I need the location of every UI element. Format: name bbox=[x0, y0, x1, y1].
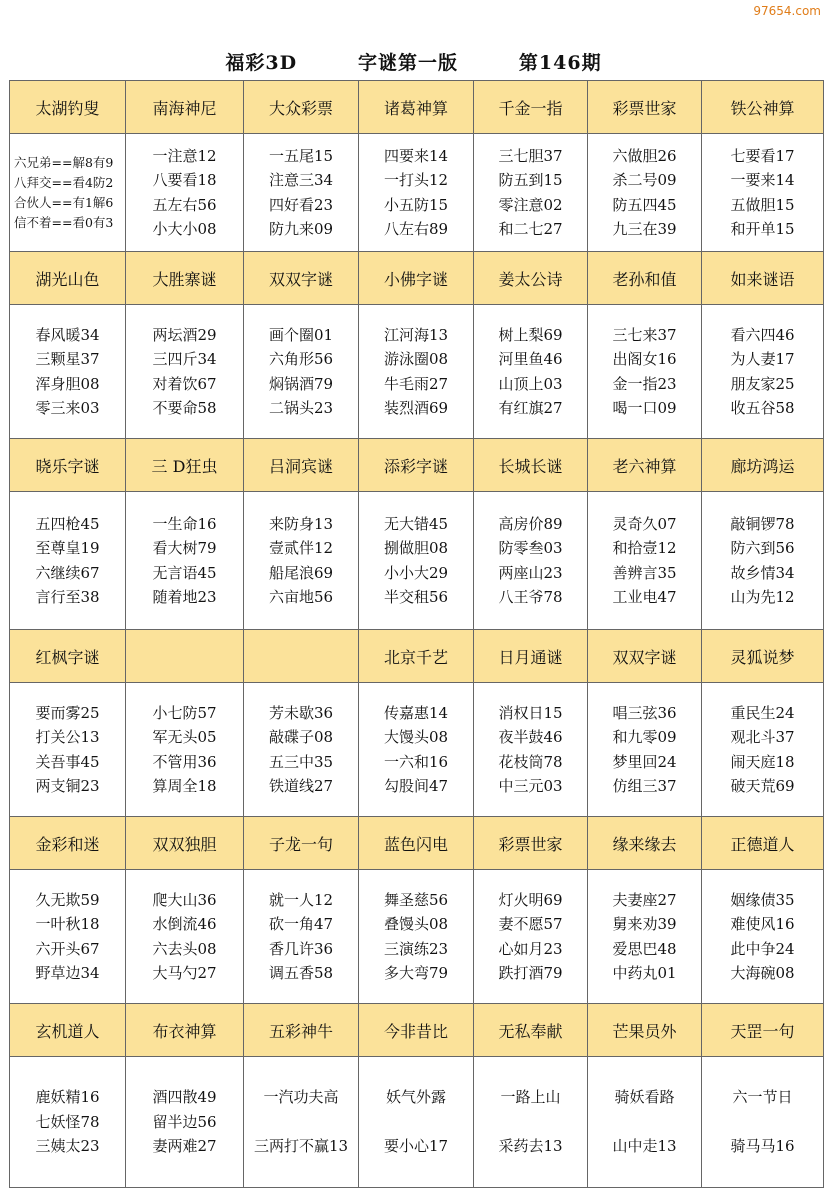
riddle-line: 画个圈01 bbox=[268, 325, 334, 344]
riddle-line: 小小大29 bbox=[383, 563, 449, 582]
column-header: 天罡一句 bbox=[702, 1004, 824, 1057]
riddle-cell bbox=[10, 870, 126, 1004]
column-header: 大胜寨谜 bbox=[126, 252, 244, 305]
content-row bbox=[10, 492, 824, 630]
riddle-line: 妻两难27 bbox=[152, 1137, 217, 1156]
riddle-line: 一注意12 bbox=[152, 146, 217, 165]
riddle-line bbox=[359, 1110, 473, 1135]
riddle-line: 一生命16 bbox=[152, 514, 217, 533]
riddle-line: 酒四散49 bbox=[152, 1088, 217, 1107]
riddle-line: 爬大山36 bbox=[152, 890, 217, 909]
riddle-line: 朋友家25 bbox=[730, 374, 795, 393]
riddle-line: 要而雾25 bbox=[35, 703, 100, 722]
riddle-line: 金一指23 bbox=[612, 374, 677, 393]
column-header: 如来谜语 bbox=[702, 252, 824, 305]
riddle-cell bbox=[702, 492, 824, 630]
riddle-line: 大马勺27 bbox=[152, 964, 217, 982]
riddle-line: 姻缘债35 bbox=[730, 890, 795, 909]
riddle-line: 闹天庭18 bbox=[730, 752, 795, 771]
riddle-line: 消权日15 bbox=[498, 703, 563, 722]
column-header: 蓝色闪电 bbox=[359, 817, 474, 870]
header-row bbox=[10, 1004, 824, 1057]
riddle-line: 水倒流46 bbox=[152, 915, 217, 933]
riddle-line: 游泳圈08 bbox=[383, 350, 449, 368]
riddle-line: 中三元03 bbox=[498, 777, 563, 795]
riddle-line: 传嘉惠14 bbox=[383, 703, 449, 722]
riddle-line: 妻不愿57 bbox=[498, 915, 563, 933]
riddle-table bbox=[9, 80, 824, 1188]
column-header: 双双独胆 bbox=[126, 817, 244, 870]
riddle-line: 叠馒头08 bbox=[383, 915, 449, 933]
riddle-line: 一要来14 bbox=[730, 171, 795, 189]
riddle-line: 杀二号09 bbox=[612, 171, 677, 189]
riddle-cell bbox=[126, 134, 244, 252]
riddle-cell bbox=[10, 492, 126, 630]
riddle-line: 五四枪45 bbox=[35, 514, 100, 533]
riddle-line: 心如月23 bbox=[498, 939, 563, 958]
riddle-line: 船尾浪69 bbox=[268, 563, 334, 582]
riddle-cell bbox=[702, 683, 824, 817]
riddle-line: 留半边56 bbox=[152, 1112, 217, 1131]
riddle-line: 捌做胆08 bbox=[383, 539, 449, 557]
header-row bbox=[10, 439, 824, 492]
column-header: 晓乐字谜 bbox=[10, 439, 126, 492]
riddle-line: 防六到56 bbox=[730, 539, 795, 557]
riddle-line: 花枝筒78 bbox=[498, 752, 563, 771]
column-header: 彩票世家 bbox=[588, 81, 702, 134]
riddle-line: 不管用36 bbox=[152, 752, 217, 771]
site-watermark: 97654.com bbox=[753, 4, 821, 18]
riddle-cell bbox=[359, 870, 474, 1004]
content-row bbox=[10, 1057, 824, 1188]
riddle-line: 焖锅酒79 bbox=[268, 374, 334, 393]
riddle-line: 五左右56 bbox=[152, 195, 217, 214]
riddle-line: 观北斗37 bbox=[730, 728, 795, 746]
riddle-line: 不要命58 bbox=[152, 399, 217, 417]
riddle-line: 爱思巴48 bbox=[612, 939, 677, 958]
column-header: 大众彩票 bbox=[244, 81, 359, 134]
riddle-cell bbox=[126, 305, 244, 439]
riddle-line: 河里鱼46 bbox=[498, 350, 563, 368]
riddle-cell bbox=[10, 134, 126, 252]
riddle-line: 仿组三37 bbox=[612, 777, 677, 795]
column-header bbox=[126, 630, 244, 683]
riddle-cell bbox=[474, 134, 588, 252]
riddle-line: 看六四46 bbox=[730, 325, 795, 344]
riddle-line: 九三在39 bbox=[612, 220, 677, 238]
riddle-cell bbox=[10, 305, 126, 439]
riddle-line: 半交租56 bbox=[383, 588, 449, 606]
riddle-line: 零三来03 bbox=[35, 399, 100, 417]
column-header: 正德道人 bbox=[702, 817, 824, 870]
riddle-line: 关吾事45 bbox=[35, 752, 100, 771]
riddle-line: 采药去13 bbox=[498, 1137, 563, 1156]
riddle-line: 七要看17 bbox=[730, 146, 795, 165]
riddle-line: 牛毛雨27 bbox=[383, 374, 449, 393]
column-header: 三 D狂虫 bbox=[126, 439, 244, 492]
riddle-line: 小大小08 bbox=[152, 220, 217, 238]
riddle-cell bbox=[244, 492, 359, 630]
riddle-line: 随着地23 bbox=[152, 588, 217, 606]
riddle-cell bbox=[588, 683, 702, 817]
riddle-line: 八王爷78 bbox=[498, 588, 563, 606]
riddle-line: 夫妻座27 bbox=[612, 890, 677, 909]
riddle-line: 一叶秋18 bbox=[35, 915, 100, 933]
riddle-cell bbox=[359, 683, 474, 817]
riddle-line: 六做胆26 bbox=[612, 146, 677, 165]
riddle-line bbox=[244, 1110, 358, 1135]
column-header: 双双字谜 bbox=[244, 252, 359, 305]
header-row bbox=[10, 817, 824, 870]
riddle-cell bbox=[702, 134, 824, 252]
riddle-cell bbox=[702, 870, 824, 1004]
riddle-line: 舅来劝39 bbox=[612, 915, 677, 933]
riddle-cell bbox=[588, 492, 702, 630]
riddle-line: 要小心17 bbox=[383, 1137, 449, 1156]
column-header: 芒果员外 bbox=[588, 1004, 702, 1057]
header-row bbox=[10, 252, 824, 305]
riddle-line: 合伙人==有1解6 bbox=[14, 194, 114, 210]
column-header: 姜太公诗 bbox=[474, 252, 588, 305]
riddle-cell bbox=[244, 305, 359, 439]
content-row bbox=[10, 683, 824, 817]
riddle-line: 五三中35 bbox=[268, 752, 334, 771]
riddle-line: 就一人12 bbox=[268, 890, 334, 909]
riddle-cell bbox=[359, 492, 474, 630]
riddle-line: 小五防15 bbox=[383, 195, 449, 214]
riddle-line: 看大树79 bbox=[152, 539, 217, 557]
riddle-line: 难使风16 bbox=[730, 915, 795, 933]
column-header: 日月通谜 bbox=[474, 630, 588, 683]
riddle-cell bbox=[702, 1057, 824, 1188]
column-header: 灵狐说梦 bbox=[702, 630, 824, 683]
riddle-line: 和拾壹12 bbox=[612, 539, 677, 557]
riddle-line: 大馒头08 bbox=[383, 728, 449, 746]
riddle-line: 山为先12 bbox=[730, 588, 795, 606]
riddle-line bbox=[702, 1110, 823, 1135]
riddle-line: 六兄弟==解8有9 bbox=[14, 154, 114, 170]
column-header: 无私奉献 bbox=[474, 1004, 588, 1057]
riddle-line: 六继续67 bbox=[35, 563, 100, 582]
riddle-line: 三七胆37 bbox=[498, 146, 563, 165]
riddle-line: 灵奇久07 bbox=[612, 514, 677, 533]
riddle-line: 四好看23 bbox=[268, 195, 334, 214]
riddle-line: 铁道线27 bbox=[268, 777, 334, 795]
riddle-line: 三演练23 bbox=[383, 939, 449, 958]
riddle-line: 唱三弦36 bbox=[612, 703, 677, 722]
column-header: 吕洞宾谜 bbox=[244, 439, 359, 492]
riddle-line: 六开头67 bbox=[35, 939, 100, 958]
riddle-cell bbox=[474, 870, 588, 1004]
riddle-line: 对着饮67 bbox=[152, 374, 217, 393]
riddle-line: 收五谷58 bbox=[730, 399, 795, 417]
column-header: 添彩字谜 bbox=[359, 439, 474, 492]
riddle-cell bbox=[244, 1057, 359, 1188]
riddle-line: 敲碟子08 bbox=[268, 728, 334, 746]
riddle-line: 二锅头23 bbox=[268, 399, 334, 417]
riddle-line: 树上梨69 bbox=[498, 325, 563, 344]
riddle-line: 山中走13 bbox=[612, 1137, 677, 1156]
column-header: 湖光山色 bbox=[10, 252, 126, 305]
riddle-line: 四要来14 bbox=[383, 146, 449, 165]
riddle-cell bbox=[359, 305, 474, 439]
riddle-line: 来防身13 bbox=[268, 514, 334, 533]
riddle-line: 算周全18 bbox=[152, 777, 217, 795]
content-row bbox=[10, 305, 824, 439]
riddle-cell bbox=[244, 870, 359, 1004]
column-header bbox=[244, 630, 359, 683]
riddle-cell bbox=[474, 305, 588, 439]
riddle-line: 勾股间47 bbox=[383, 777, 449, 795]
column-header: 长城长谜 bbox=[474, 439, 588, 492]
riddle-line: 军无头05 bbox=[152, 728, 217, 746]
riddle-line: 一六和16 bbox=[383, 752, 449, 771]
riddle-cell bbox=[588, 870, 702, 1004]
column-header: 子龙一句 bbox=[244, 817, 359, 870]
riddle-line: 无大错45 bbox=[383, 514, 449, 533]
riddle-line: 破天荒69 bbox=[730, 777, 795, 795]
riddle-cell bbox=[126, 1057, 244, 1188]
riddle-line: 香几许36 bbox=[268, 939, 334, 958]
riddle-line: 舞圣慈56 bbox=[383, 890, 449, 909]
riddle-cell bbox=[126, 683, 244, 817]
header-row bbox=[10, 630, 824, 683]
riddle-cell bbox=[244, 134, 359, 252]
riddle-line: 野草边34 bbox=[35, 964, 100, 982]
riddle-cell bbox=[474, 1057, 588, 1188]
riddle-line: 多大弯79 bbox=[383, 964, 449, 982]
riddle-line: 中药丸01 bbox=[612, 964, 677, 982]
riddle-line: 防零叁03 bbox=[498, 539, 563, 557]
riddle-line: 妖气外露 bbox=[385, 1088, 446, 1107]
column-header: 诸葛神算 bbox=[359, 81, 474, 134]
riddle-line: 防五四45 bbox=[612, 195, 677, 214]
column-header: 千金一指 bbox=[474, 81, 588, 134]
riddle-line: 三姨太23 bbox=[35, 1137, 100, 1156]
riddle-line: 和开单15 bbox=[730, 220, 795, 238]
riddle-line: 三两打不赢13 bbox=[253, 1137, 349, 1156]
riddle-line: 骑马马16 bbox=[730, 1137, 795, 1156]
riddle-line: 鹿妖精16 bbox=[35, 1088, 100, 1107]
riddle-line: 三颗星37 bbox=[35, 350, 100, 368]
column-header: 玄机道人 bbox=[10, 1004, 126, 1057]
riddle-line: 和九零09 bbox=[612, 728, 677, 746]
riddle-line: 芳未歇36 bbox=[268, 703, 334, 722]
riddle-line: 零注意02 bbox=[498, 195, 563, 214]
riddle-line: 八要看18 bbox=[152, 171, 217, 189]
riddle-line: 两支铜23 bbox=[35, 777, 100, 795]
riddle-cell bbox=[588, 134, 702, 252]
column-header: 红枫字谜 bbox=[10, 630, 126, 683]
page-title: 福彩3D 字谜第一版 第146期 bbox=[225, 52, 602, 74]
riddle-line: 夜半鼓46 bbox=[498, 728, 563, 746]
riddle-line: 春风暖34 bbox=[35, 325, 100, 344]
riddle-line bbox=[474, 1110, 587, 1135]
riddle-line: 五做胆15 bbox=[730, 195, 795, 214]
column-header: 廊坊鸿运 bbox=[702, 439, 824, 492]
riddle-line: 浑身胆08 bbox=[35, 374, 100, 393]
riddle-line: 久无欺59 bbox=[35, 890, 100, 909]
riddle-line: 调五香58 bbox=[268, 964, 334, 982]
riddle-line: 一打头12 bbox=[383, 171, 449, 189]
column-header: 金彩和迷 bbox=[10, 817, 126, 870]
riddle-line: 八左右89 bbox=[383, 220, 449, 238]
riddle-cell bbox=[126, 492, 244, 630]
riddle-cell bbox=[10, 1057, 126, 1188]
riddle-cell bbox=[474, 683, 588, 817]
riddle-line: 打关公13 bbox=[35, 728, 100, 746]
content-row bbox=[10, 870, 824, 1004]
riddle-line: 小七防57 bbox=[152, 703, 217, 722]
riddle-cell bbox=[474, 492, 588, 630]
riddle-line: 善辨言35 bbox=[612, 563, 677, 582]
column-header: 彩票世家 bbox=[474, 817, 588, 870]
riddle-line: 六角形56 bbox=[268, 350, 334, 368]
content-row bbox=[10, 134, 824, 252]
riddle-line: 三七来37 bbox=[612, 325, 677, 344]
riddle-line: 山顶上03 bbox=[498, 374, 563, 393]
riddle-line: 骑妖看路 bbox=[614, 1088, 675, 1107]
column-header: 布衣神算 bbox=[126, 1004, 244, 1057]
riddle-line: 无言语45 bbox=[152, 563, 217, 582]
column-header: 北京千艺 bbox=[359, 630, 474, 683]
column-header: 双双字谜 bbox=[588, 630, 702, 683]
riddle-line: 一路上山 bbox=[500, 1088, 561, 1107]
riddle-line: 防九来09 bbox=[268, 220, 334, 238]
column-header: 老六神算 bbox=[588, 439, 702, 492]
column-header: 南海神尼 bbox=[126, 81, 244, 134]
riddle-line: 和二七27 bbox=[498, 220, 563, 238]
riddle-line: 至尊皇19 bbox=[35, 539, 100, 557]
riddle-line: 一汽功夫高 bbox=[263, 1088, 339, 1107]
column-header: 今非昔比 bbox=[359, 1004, 474, 1057]
riddle-cell bbox=[702, 305, 824, 439]
riddle-line: 工业电47 bbox=[612, 588, 677, 606]
riddle-line: 重民生24 bbox=[730, 703, 795, 722]
riddle-line: 六一节日 bbox=[732, 1088, 793, 1107]
riddle-line: 跌打酒79 bbox=[498, 964, 563, 982]
riddle-line: 言行至38 bbox=[35, 588, 100, 606]
riddle-cell bbox=[588, 305, 702, 439]
riddle-line: 敲铜锣78 bbox=[730, 514, 795, 533]
riddle-line: 为人妻17 bbox=[730, 350, 795, 368]
riddle-line: 防五到15 bbox=[498, 171, 563, 189]
riddle-line: 砍一角47 bbox=[268, 915, 334, 933]
riddle-line: 一五尾15 bbox=[268, 146, 334, 165]
column-header: 五彩神牛 bbox=[244, 1004, 359, 1057]
riddle-line: 灯火明69 bbox=[498, 890, 563, 909]
riddle-cell bbox=[244, 683, 359, 817]
header-row bbox=[10, 81, 824, 134]
riddle-line: 江河海13 bbox=[383, 325, 449, 344]
column-header: 太湖钓叟 bbox=[10, 81, 126, 134]
riddle-line: 此中争24 bbox=[730, 939, 795, 958]
riddle-line: 有红旗27 bbox=[498, 399, 563, 417]
riddle-cell bbox=[359, 1057, 474, 1188]
column-header: 老孙和值 bbox=[588, 252, 702, 305]
riddle-line: 六亩地56 bbox=[268, 588, 334, 606]
riddle-line: 梦里回24 bbox=[612, 752, 677, 771]
riddle-line: 三四斤34 bbox=[152, 350, 217, 368]
riddle-line: 故乡情34 bbox=[730, 563, 795, 582]
riddle-line bbox=[588, 1110, 701, 1135]
riddle-line: 两坛酒29 bbox=[152, 325, 217, 344]
riddle-line: 出阁女16 bbox=[612, 350, 677, 368]
riddle-line: 七妖怪78 bbox=[35, 1112, 100, 1131]
riddle-line: 壹贰伴12 bbox=[268, 539, 334, 557]
riddle-cell bbox=[359, 134, 474, 252]
riddle-line: 两座山23 bbox=[498, 563, 563, 582]
column-header: 小佛字谜 bbox=[359, 252, 474, 305]
riddle-cell bbox=[588, 1057, 702, 1188]
riddle-line: 注意三34 bbox=[268, 171, 334, 189]
riddle-cell bbox=[10, 683, 126, 817]
riddle-line: 喝一口09 bbox=[612, 399, 677, 417]
column-header: 铁公神算 bbox=[702, 81, 824, 134]
riddle-line: 八拜交==看4防2 bbox=[14, 174, 114, 190]
riddle-line: 大海碗08 bbox=[730, 964, 795, 982]
riddle-line: 信不着==看0有3 bbox=[14, 214, 114, 230]
riddle-line: 装烈酒69 bbox=[383, 399, 449, 417]
riddle-line: 高房价89 bbox=[498, 514, 563, 533]
riddle-cell bbox=[126, 870, 244, 1004]
riddle-line: 六去头08 bbox=[152, 939, 217, 958]
column-header: 缘来缘去 bbox=[588, 817, 702, 870]
